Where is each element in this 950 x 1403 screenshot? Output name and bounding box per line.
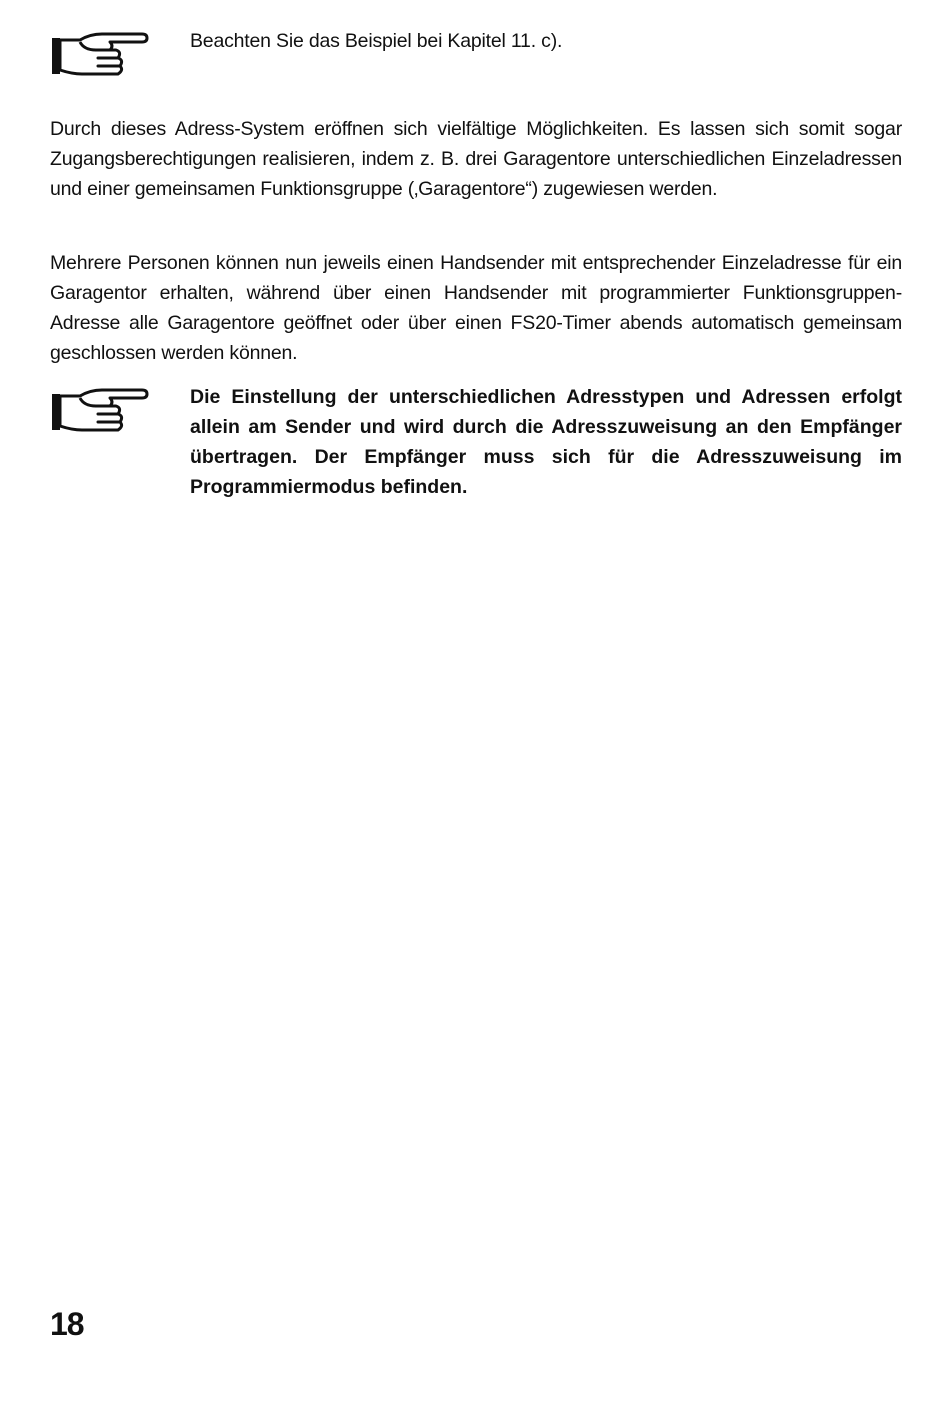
page-number: 18 xyxy=(50,1306,84,1342)
pointing-hand-icon xyxy=(50,30,150,78)
note-block xyxy=(50,382,902,512)
note-block xyxy=(50,26,902,86)
body-paragraph: Mehrere Personen können nun jeweils einen Handsender mit entsprechender Einzeladresse für ein Garagentor erhalten, während über einen Handsender mit programmierter Funktionsgruppen-Adresse alle Garagentore geöffnet oder über einen FS20-Timer abends automatisch gemeinsam geschlossen werden können. xyxy=(50,252,902,364)
note-text-bold: Die Einstellung der unterschiedlichen Adresstypen und Adressen erfolgt allein am Sender und wird durch die Adresszuweisung an den Empfänger übertragen. Der Empfänger muss sich für die Adresszuweisung im Programmiermodus befinden. xyxy=(190,386,902,498)
body-paragraph: Durch dieses Adress-System eröffnen sich vielfältige Möglichkeiten. Es lassen sich somit sogar Zugangsberechtigungen realisieren, indem z. B. drei Garagentore unterschiedlichen Einzeladressen und einer gemeinsamen Funktionsgruppe (‚Garagentore“) zugewiesen werden. xyxy=(50,118,902,200)
note-text: Beachten Sie das Beispiel bei Kapitel 11. c). xyxy=(190,30,563,52)
pointing-hand-icon xyxy=(50,386,150,434)
